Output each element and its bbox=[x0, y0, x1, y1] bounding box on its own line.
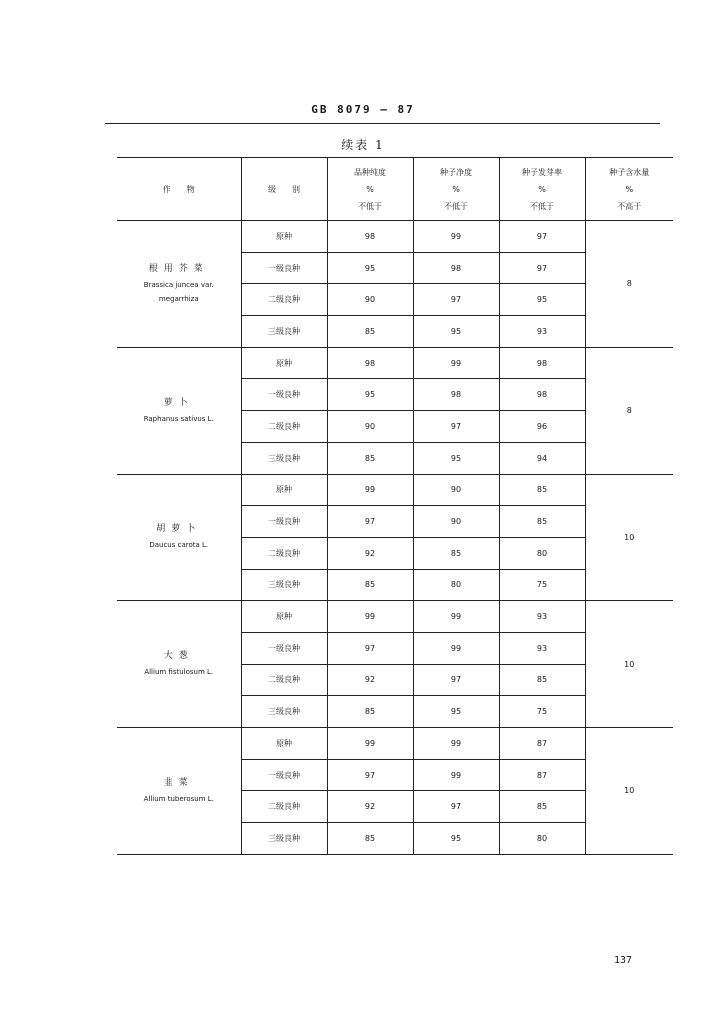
grade-cell: 原种 bbox=[241, 221, 327, 253]
header-crop: 作 物 bbox=[117, 158, 241, 221]
purity-cell: 90 bbox=[327, 411, 413, 443]
crop-name-latin: Allium tuberosum L. bbox=[143, 794, 214, 803]
purity-cell: 99 bbox=[327, 474, 413, 506]
cleanliness-cell: 95 bbox=[413, 696, 499, 728]
table-row bbox=[117, 474, 673, 506]
crop-name-latin: megarrhiza bbox=[158, 294, 199, 303]
header-moisture-limit: 不高于 bbox=[617, 201, 642, 211]
cleanliness-cell: 97 bbox=[413, 284, 499, 316]
cleanliness-cell: 95 bbox=[413, 316, 499, 348]
cleanliness-cell: 97 bbox=[413, 411, 499, 443]
crop-name-cn: 韭菜 bbox=[163, 777, 194, 788]
crop-name-cn: 萝卜 bbox=[163, 397, 194, 408]
table-header-row bbox=[117, 158, 673, 221]
germination-cell: 87 bbox=[499, 759, 585, 791]
germination-cell: 93 bbox=[499, 601, 585, 633]
header-moisture-label: 种子含水量 bbox=[609, 167, 650, 177]
grade-cell: 二级良种 bbox=[241, 791, 327, 823]
standard-number: GB 8079 — 87 bbox=[311, 103, 415, 116]
germination-cell: 75 bbox=[499, 696, 585, 728]
header-rule bbox=[105, 123, 660, 124]
grade-cell: 三级良种 bbox=[241, 696, 327, 728]
table-caption: 续表 1 bbox=[341, 138, 385, 152]
germination-cell: 87 bbox=[499, 728, 585, 760]
purity-cell: 95 bbox=[327, 379, 413, 411]
grade-cell: 原种 bbox=[241, 728, 327, 760]
germination-cell: 98 bbox=[499, 347, 585, 379]
purity-cell: 85 bbox=[327, 316, 413, 348]
germination-cell: 96 bbox=[499, 411, 585, 443]
header-purity-label: 品种纯度 bbox=[354, 167, 386, 177]
purity-cell: 90 bbox=[327, 284, 413, 316]
grade-cell: 二级良种 bbox=[241, 537, 327, 569]
germination-cell: 85 bbox=[499, 474, 585, 506]
grade-cell: 一级良种 bbox=[241, 252, 327, 284]
header-purity-limit: 不低于 bbox=[358, 201, 382, 211]
moisture-cell: 8 bbox=[585, 347, 673, 474]
purity-cell: 95 bbox=[327, 252, 413, 284]
page-number: 137 bbox=[614, 955, 633, 966]
header-moisture-unit: % bbox=[625, 184, 634, 194]
germination-cell: 85 bbox=[499, 791, 585, 823]
cleanliness-cell: 95 bbox=[413, 823, 499, 855]
germination-cell: 85 bbox=[499, 506, 585, 538]
purity-cell: 97 bbox=[327, 506, 413, 538]
grade-cell: 三级良种 bbox=[241, 442, 327, 474]
cleanliness-cell: 98 bbox=[413, 379, 499, 411]
crop-name-latin: Raphanus sativus L. bbox=[143, 414, 214, 423]
grade-cell: 一级良种 bbox=[241, 506, 327, 538]
purity-cell: 92 bbox=[327, 537, 413, 569]
grade-cell: 原种 bbox=[241, 474, 327, 506]
germination-cell: 93 bbox=[499, 632, 585, 664]
germination-cell: 95 bbox=[499, 284, 585, 316]
crop-cell bbox=[117, 347, 241, 474]
table-row bbox=[117, 221, 673, 253]
header-cleanliness bbox=[413, 158, 499, 221]
germination-cell: 75 bbox=[499, 569, 585, 601]
cleanliness-cell: 98 bbox=[413, 252, 499, 284]
crop-name-latin: Daucus carota L. bbox=[149, 541, 209, 550]
crop-name-latin: Allium fistulosum L. bbox=[144, 668, 214, 677]
purity-cell: 92 bbox=[327, 791, 413, 823]
germination-cell: 97 bbox=[499, 221, 585, 253]
table-row bbox=[117, 728, 673, 760]
purity-cell: 97 bbox=[327, 632, 413, 664]
table-row bbox=[117, 347, 673, 379]
cleanliness-cell: 80 bbox=[413, 569, 499, 601]
moisture-cell: 10 bbox=[585, 474, 673, 601]
grade-cell: 原种 bbox=[241, 601, 327, 633]
header-cleanliness-unit: % bbox=[452, 184, 460, 194]
germination-cell: 98 bbox=[499, 379, 585, 411]
grade-cell: 三级良种 bbox=[241, 316, 327, 348]
grade-cell: 三级良种 bbox=[241, 569, 327, 601]
cleanliness-cell: 99 bbox=[413, 347, 499, 379]
header-grade: 级 别 bbox=[241, 158, 327, 221]
seed-quality-table bbox=[117, 157, 673, 855]
purity-cell: 85 bbox=[327, 696, 413, 728]
purity-cell: 98 bbox=[327, 347, 413, 379]
cleanliness-cell: 95 bbox=[413, 442, 499, 474]
crop-name-latin: Brassica juncea var. bbox=[143, 280, 214, 289]
cleanliness-cell: 99 bbox=[413, 601, 499, 633]
grade-cell: 一级良种 bbox=[241, 379, 327, 411]
cleanliness-cell: 90 bbox=[413, 474, 499, 506]
grade-cell: 原种 bbox=[241, 347, 327, 379]
cleanliness-cell: 90 bbox=[413, 506, 499, 538]
germination-cell: 80 bbox=[499, 823, 585, 855]
crop-cell bbox=[117, 728, 241, 855]
cleanliness-cell: 99 bbox=[413, 759, 499, 791]
germination-cell: 97 bbox=[499, 252, 585, 284]
cleanliness-cell: 99 bbox=[413, 728, 499, 760]
crop-name-cn: 大葱 bbox=[163, 651, 194, 662]
purity-cell: 97 bbox=[327, 759, 413, 791]
header-germination-label: 种子发芽率 bbox=[522, 167, 562, 177]
grade-cell: 一级良种 bbox=[241, 632, 327, 664]
purity-cell: 99 bbox=[327, 601, 413, 633]
purity-cell: 98 bbox=[327, 221, 413, 253]
grade-cell: 二级良种 bbox=[241, 411, 327, 443]
moisture-cell: 10 bbox=[585, 728, 673, 855]
cleanliness-cell: 97 bbox=[413, 664, 499, 696]
header-germination-limit: 不低于 bbox=[530, 201, 554, 211]
grade-cell: 二级良种 bbox=[241, 664, 327, 696]
header-purity-unit: % bbox=[366, 184, 374, 194]
header-moisture bbox=[585, 158, 673, 221]
header-purity bbox=[327, 158, 413, 221]
purity-cell: 92 bbox=[327, 664, 413, 696]
purity-cell: 85 bbox=[327, 442, 413, 474]
purity-cell: 99 bbox=[327, 728, 413, 760]
crop-name-cn: 根用芥菜 bbox=[148, 263, 209, 274]
crop-name-cn: 胡萝卜 bbox=[156, 524, 202, 535]
cleanliness-cell: 97 bbox=[413, 791, 499, 823]
germination-cell: 80 bbox=[499, 537, 585, 569]
table-row bbox=[117, 601, 673, 633]
germination-cell: 93 bbox=[499, 316, 585, 348]
header-cleanliness-label: 种子净度 bbox=[440, 167, 472, 177]
moisture-cell: 8 bbox=[585, 221, 673, 348]
cleanliness-cell: 99 bbox=[413, 221, 499, 253]
crop-cell bbox=[117, 474, 241, 601]
cleanliness-cell: 99 bbox=[413, 632, 499, 664]
header-cleanliness-limit: 不低于 bbox=[444, 201, 468, 211]
grade-cell: 二级良种 bbox=[241, 284, 327, 316]
grade-cell: 三级良种 bbox=[241, 823, 327, 855]
moisture-cell: 10 bbox=[585, 601, 673, 728]
purity-cell: 85 bbox=[327, 823, 413, 855]
cleanliness-cell: 85 bbox=[413, 537, 499, 569]
crop-cell bbox=[117, 221, 241, 348]
purity-cell: 85 bbox=[327, 569, 413, 601]
header-germination-unit: % bbox=[538, 184, 546, 194]
crop-cell bbox=[117, 601, 241, 728]
germination-cell: 94 bbox=[499, 442, 585, 474]
grade-cell: 一级良种 bbox=[241, 759, 327, 791]
germination-cell: 85 bbox=[499, 664, 585, 696]
header-germination bbox=[499, 158, 585, 221]
